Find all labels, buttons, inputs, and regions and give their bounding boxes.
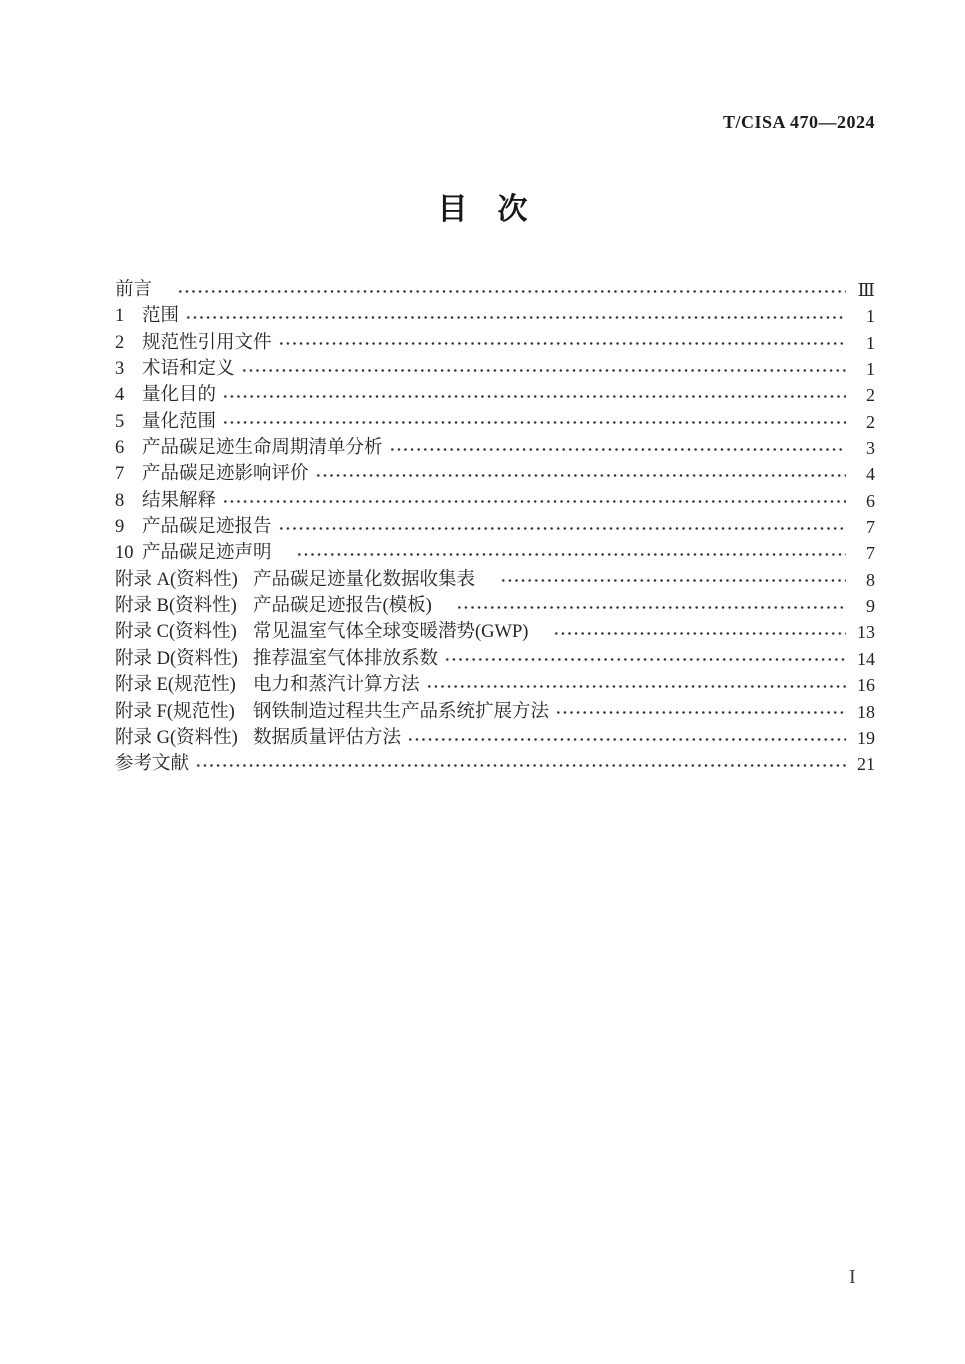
toc-entry-page: 1 — [866, 306, 875, 327]
toc-entry — [115, 382, 875, 408]
toc-entry-title: 产品碳足迹量化数据收集表 — [253, 569, 494, 590]
toc-leader-dots — [456, 605, 846, 610]
toc-entry-appendix-label: 附录 A(资料性) — [115, 569, 238, 590]
toc-entry — [115, 277, 875, 303]
footer-page-number: I — [849, 1266, 856, 1288]
toc-entry-page: 8 — [866, 569, 875, 590]
toc-entry-appendix-label: 附录 B(资料性) — [115, 596, 237, 617]
toc-entry-title: 结果解释 — [142, 490, 217, 511]
toc-entry-number: 7 — [115, 464, 125, 485]
toc-entry — [115, 409, 875, 435]
toc-entry-page: 18 — [857, 701, 875, 722]
toc-entry — [115, 593, 875, 619]
toc-entry-title: 产品碳足迹生命周期清单分析 — [142, 438, 383, 459]
toc-entry-title: 产品碳足迹声明 — [142, 543, 291, 564]
toc-entry-title: 范围 — [142, 306, 180, 327]
toc-leader-dots — [222, 394, 846, 399]
toc-entry-number: 5 — [115, 411, 125, 432]
toc-entry-title: 产品碳足迹报告 — [142, 517, 272, 538]
toc-leader-dots — [296, 552, 846, 557]
toc-entry-page: 3 — [866, 438, 875, 459]
toc-entry-page: 13 — [857, 622, 875, 643]
toc-leader-dots — [222, 420, 846, 425]
toc-entry-appendix-label: 附录 C(资料性) — [115, 622, 237, 643]
standard-code: T/CISA 470—2024 — [722, 112, 875, 132]
toc-entry-title: 产品碳足迹影响评价 — [142, 464, 309, 485]
toc-entry — [115, 699, 875, 725]
toc-entry-page: 9 — [866, 596, 875, 617]
toc-leader-dots — [444, 657, 846, 662]
toc-entry-number: 1 — [115, 306, 125, 327]
toc-leader-dots — [241, 368, 846, 373]
toc-entry-number: 3 — [115, 359, 125, 380]
toc-entry — [115, 356, 875, 382]
toc-entry-title: 产品碳足迹报告(模板) — [253, 596, 451, 617]
toc-entry-number: 9 — [115, 517, 125, 538]
toc-leader-dots — [185, 315, 846, 320]
toc-entry — [115, 514, 875, 540]
toc-leader-dots — [426, 684, 846, 689]
toc-entry-title: 术语和定义 — [142, 359, 235, 380]
toc-entry — [115, 488, 875, 514]
toc-leader-dots — [553, 631, 846, 636]
toc-entry — [115, 330, 875, 356]
toc-leader-dots — [389, 447, 846, 452]
toc-entry-title: 量化范围 — [142, 411, 217, 432]
toc-entry — [115, 567, 875, 593]
toc-entry-number: 8 — [115, 490, 125, 511]
toc-entry-page: 14 — [857, 648, 875, 669]
toc-entry-page: 7 — [866, 543, 875, 564]
toc-entry-page: 16 — [857, 675, 875, 696]
toc-entry-number: 10 — [115, 543, 134, 564]
toc-entry-appendix-label: 附录 G(资料性) — [115, 727, 238, 748]
toc-leader-dots — [315, 473, 846, 478]
toc-entry-appendix-label: 附录 E(规范性) — [115, 675, 236, 696]
toc-leader-dots — [407, 737, 846, 742]
toc-entry-title: 数据质量评估方法 — [253, 727, 402, 748]
toc-entry-page: Ⅲ — [857, 280, 875, 300]
toc-entry — [115, 540, 875, 566]
toc-leader-dots — [177, 289, 846, 294]
toc-entry-title: 推荐温室气体排放系数 — [253, 648, 439, 669]
toc-entry-page: 7 — [866, 517, 875, 538]
toc-entry — [115, 303, 875, 329]
toc-entry-page: 2 — [866, 411, 875, 432]
toc-entry-title: 量化目的 — [142, 385, 217, 406]
toc-entry — [115, 461, 875, 487]
toc-entry-number: 4 — [115, 385, 125, 406]
toc-entry-title: 常见温室气体全球变暖潜势(GWP) — [253, 622, 547, 643]
toc-entry — [115, 672, 875, 698]
toc-leader-dots — [278, 526, 846, 531]
page-title: 目 次 — [437, 193, 528, 226]
toc-leader-dots — [222, 499, 846, 504]
toc-entry — [115, 725, 875, 751]
toc-entry-appendix-label: 附录 D(资料性) — [115, 648, 238, 669]
toc-entry — [115, 646, 875, 672]
toc-leader-dots — [500, 578, 846, 583]
toc-entry — [115, 619, 875, 645]
toc-entry-title: 钢铁制造过程共生产品系统扩展方法 — [253, 701, 550, 722]
toc-entry-page: 1 — [866, 332, 875, 353]
toc-entry-page: 6 — [866, 490, 875, 511]
toc-entry-title: 规范性引用文件 — [142, 332, 272, 353]
toc-list — [0, 277, 965, 778]
toc-entry-page: 4 — [866, 464, 875, 485]
toc-entry-number: 6 — [115, 438, 125, 459]
toc-entry-appendix-label: 附录 F(规范性) — [115, 701, 235, 722]
toc-leader-dots — [555, 710, 846, 715]
toc-entry-page: 19 — [857, 727, 875, 748]
toc-entry — [115, 751, 875, 777]
toc-entry-page: 2 — [866, 385, 875, 406]
toc-entry-title: 电力和蒸汽计算方法 — [253, 675, 420, 696]
toc-entry-number: 2 — [115, 332, 125, 353]
toc-leader-dots — [278, 341, 846, 346]
toc-leader-dots — [195, 763, 846, 768]
toc-entry-page: 21 — [857, 754, 875, 775]
toc-entry — [115, 435, 875, 461]
toc-entry-page: 1 — [866, 359, 875, 380]
toc-entry-title: 参考文献 — [115, 754, 190, 775]
toc-entry-title: 前言 — [115, 280, 171, 300]
